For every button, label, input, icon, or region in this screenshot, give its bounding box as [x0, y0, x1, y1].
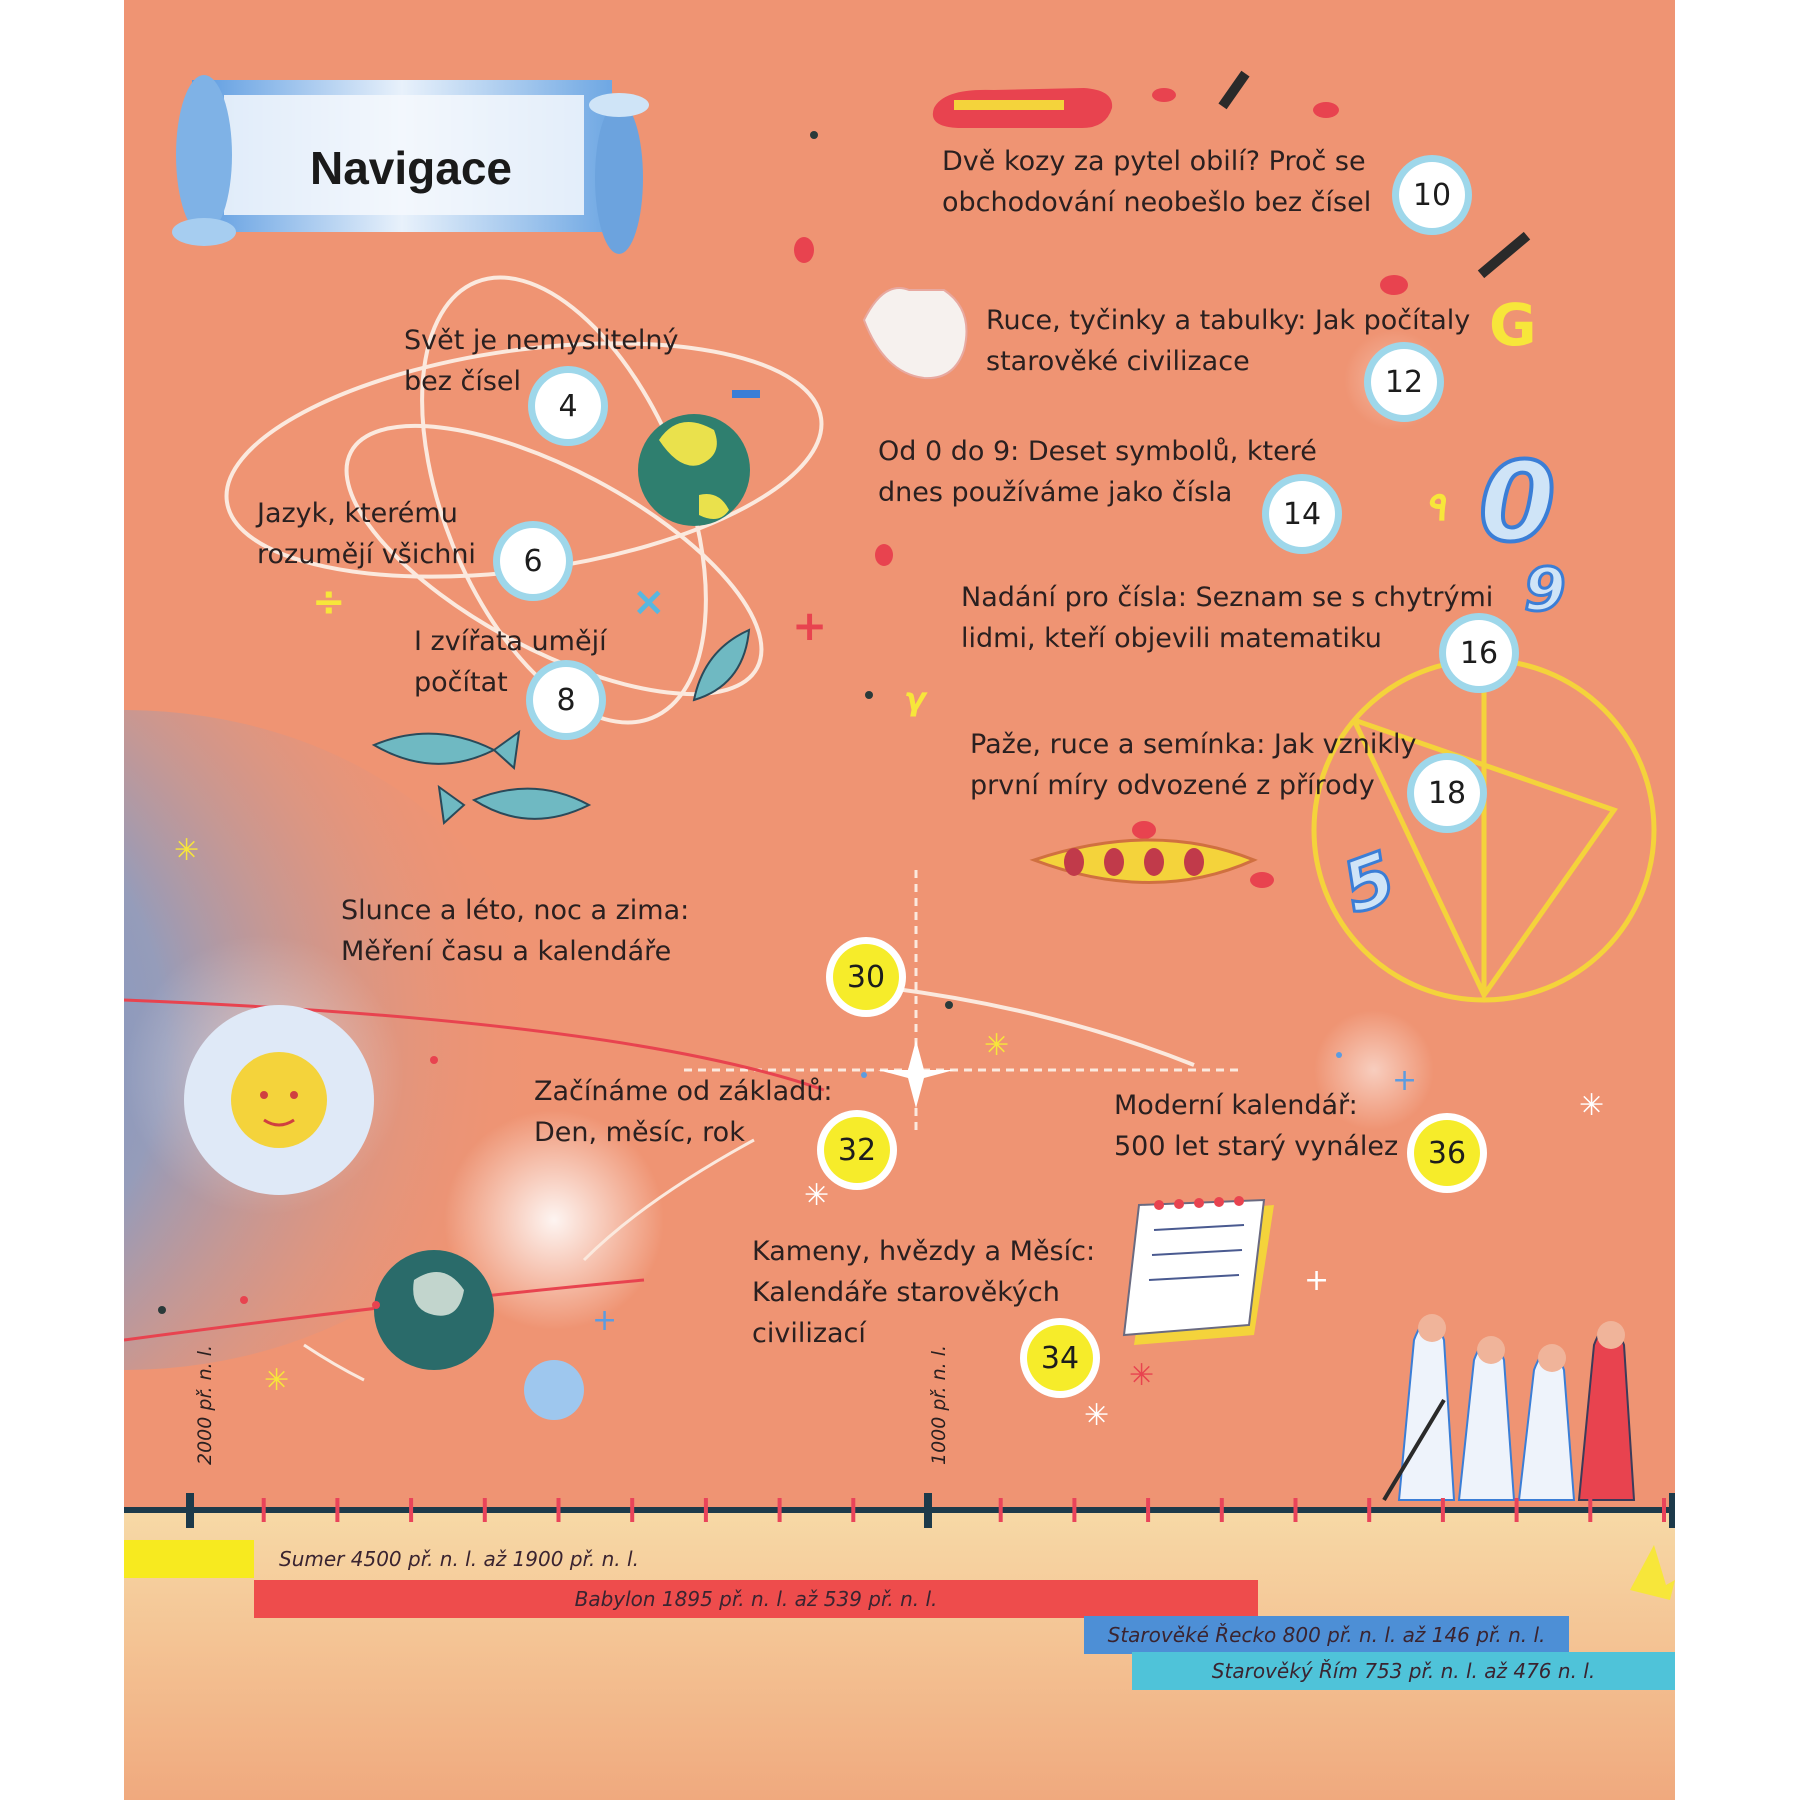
svg-text:+: +	[592, 1303, 618, 1338]
band-babylon	[254, 1580, 1258, 1618]
page-number-4[interactable]: 4	[535, 373, 601, 439]
greek-figures-illustration	[1384, 1314, 1634, 1500]
calendar-icon	[1124, 1196, 1274, 1345]
topic-kozy[interactable]: Dvě kozy za pytel obilí? Proč se obchodování neobešlo bez čísel	[942, 146, 1372, 218]
topic-od0[interactable]: Od 0 do 9: Deset symbolů, které dnes používáme jako čísla	[878, 436, 1317, 508]
page-number-6[interactable]: 6	[500, 528, 566, 594]
page-number-14[interactable]: 14	[1269, 481, 1335, 547]
svg-text:+: +	[1304, 1263, 1330, 1298]
svg-text:+: +	[1392, 1063, 1418, 1098]
page-number-36[interactable]: 36	[1414, 1120, 1480, 1186]
page-number-30[interactable]: 30	[833, 944, 899, 1010]
svg-text:✳: ✳	[174, 833, 200, 868]
page-number-12[interactable]: 12	[1371, 349, 1437, 415]
year-label-1000: 1000 př. n. l.	[928, 1344, 950, 1465]
earth-lower-icon	[374, 1250, 494, 1370]
topic-svet[interactable]: Svět je nemyslitelný bez čísel	[404, 325, 679, 397]
topic-jazyk[interactable]: Jazyk, kterému rozumějí všichni	[257, 498, 476, 570]
svg-text:0: 0	[1479, 438, 1556, 566]
geometry-figure	[1314, 660, 1654, 1000]
sun-face-icon	[184, 1005, 374, 1195]
svg-text:✳: ✳	[1129, 1358, 1155, 1393]
page-number-32[interactable]: 32	[824, 1117, 890, 1183]
svg-text:÷: ÷	[312, 579, 346, 625]
year-label-2000: 2000 př. n. l.	[194, 1344, 216, 1465]
page-number-10[interactable]: 10	[1399, 162, 1465, 228]
svg-text:9: 9	[1524, 555, 1566, 625]
svg-text:✳: ✳	[804, 1178, 830, 1213]
svg-text:G: G	[1489, 291, 1537, 359]
bean-pod-icon	[1034, 840, 1254, 883]
carrot-icon	[933, 88, 1112, 128]
topic-nadani[interactable]: Nadání pro čísla: Seznam se s chytrými lidmi, kteří objevili matematiku	[961, 582, 1494, 654]
band-recko	[1084, 1616, 1569, 1654]
topic-paze[interactable]: Paže, ruce a semínka: Jak vznikly první míry odvozené z přírody	[970, 729, 1417, 801]
page-number-16[interactable]: 16	[1446, 620, 1512, 686]
svg-text:✳: ✳	[984, 1028, 1010, 1063]
moon-icon	[524, 1360, 584, 1420]
svg-text:5: 5	[1332, 836, 1406, 930]
topic-slunce[interactable]: Slunce a léto, noc a zima: Měření času a kalendáře	[341, 895, 690, 967]
band-babylon-label: Babylon 1895 př. n. l. až 539 př. n. l.	[574, 1587, 938, 1611]
svg-text:×: ×	[632, 579, 666, 625]
band-rim-label: Starověký Řím 753 př. n. l. až 476 n. l.	[1211, 1659, 1596, 1683]
topic-moderni[interactable]: Moderní kalendář: 500 let starý vynález	[1114, 1090, 1399, 1162]
page-title: Navigace	[310, 142, 513, 194]
topic-zvirata[interactable]: I zvířata umějí počítat	[414, 626, 607, 698]
svg-text:٩: ٩	[1424, 484, 1446, 530]
topic-zaciname[interactable]: Začínáme od základů: Den, měsíc, rok	[534, 1076, 833, 1148]
navigation-page	[124, 0, 1675, 1800]
page-number-8[interactable]: 8	[533, 667, 599, 733]
sparkle-icon	[878, 1040, 954, 1108]
svg-text:γ: γ	[904, 680, 926, 718]
topic-kameny[interactable]: Kameny, hvězdy a Měsíc: Kalendáře starověkých civilizací	[752, 1236, 1096, 1349]
band-sumer	[124, 1540, 1675, 1578]
page-number-34[interactable]: 34	[1027, 1325, 1093, 1391]
band-sumer-label: Sumer 4500 př. n. l. až 1900 př. n. l.	[279, 1547, 639, 1571]
hand-icon	[864, 288, 967, 378]
band-recko-label: Starověké Řecko 800 př. n. l. až 146 př. n. l.	[1107, 1623, 1546, 1647]
band-sumer-bar	[124, 1540, 254, 1578]
topic-ruce[interactable]: Ruce, tyčinky a tabulky: Jak počítaly starověké civilizace	[986, 305, 1471, 377]
page-number-18[interactable]: 18	[1414, 760, 1480, 826]
earth-icon	[638, 414, 750, 526]
svg-text:+: +	[792, 601, 828, 650]
svg-text:✳: ✳	[264, 1363, 290, 1398]
band-rim	[1132, 1652, 1675, 1690]
svg-text:✳: ✳	[1579, 1088, 1605, 1123]
svg-text:✳: ✳	[1084, 1398, 1110, 1433]
